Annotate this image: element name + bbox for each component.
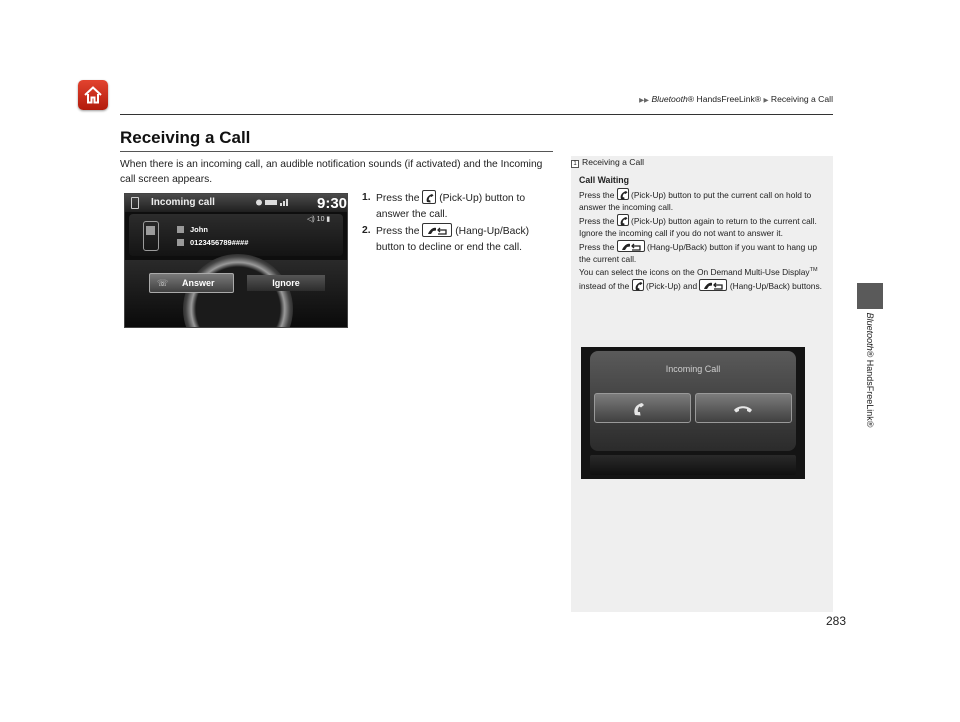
hang-up-phone-icon (732, 400, 754, 418)
pick-up-phone-icon (631, 400, 649, 418)
sidebar-line: Ignore the incoming call if you do not want to answer it. (579, 227, 783, 238)
caller-name-row (177, 225, 208, 234)
sidebar-line: Press the (Pick-Up) button to put the current call on hold to answer the incoming call. (579, 190, 812, 212)
caller-name: John (190, 225, 208, 234)
breadcrumb-arrow-icon: ▶ (763, 97, 769, 104)
step-item (362, 190, 558, 222)
panel-title: Incoming Call (665, 364, 721, 374)
header-divider (120, 114, 833, 115)
hang-up-touch-button (695, 393, 792, 423)
reference-marker: 1 (571, 160, 579, 168)
breadcrumb-item-current: Receiving a Call (770, 94, 833, 104)
sidebar-text (579, 188, 827, 293)
display-footer (590, 455, 796, 475)
home-icon (82, 84, 104, 106)
breadcrumb-arrow-icon: ▶▶ (639, 97, 650, 104)
step-text: (Hang-Up/Back) button to decline or end the call. (376, 226, 530, 253)
contact-icon (177, 226, 184, 233)
multi-use-display-image (581, 347, 805, 479)
sidebar-subheading: Call Waiting (579, 175, 630, 185)
step-text: Press the (376, 193, 420, 204)
incoming-call-panel (590, 351, 796, 451)
sidebar-line: Press the (Hang-Up/Back) button if you want to hang up the current call. (579, 241, 817, 264)
sidebar-line: You can select the icons on the On Demand Multi-Use Display™ instead of the (Pick-Up) and (Hang-Up/Back) buttons. (579, 267, 822, 292)
sidebar-heading (571, 157, 644, 168)
step-text: (Pick-Up) button to answer the call. (376, 193, 526, 220)
step-text: Press the (376, 226, 420, 237)
pick-up-button-icon (617, 214, 629, 226)
pick-up-button-icon (617, 188, 629, 200)
phone-icon (131, 197, 139, 209)
section-label: Bluetooth® HandsFreeLink® (865, 312, 875, 428)
title-divider (120, 151, 553, 152)
sidebar-line: Press the (Pick-Up) button again to return to the current call. (579, 215, 817, 226)
clock-time: 9:30 (317, 195, 348, 212)
pick-up-button-icon (632, 279, 644, 291)
intro-paragraph: When there is an incoming call, an audible notification sounds (if activated) and the Incoming call screen appears. (120, 159, 543, 185)
sidebar-heading-text: Receiving a Call (582, 157, 645, 167)
section-tab[interactable] (857, 283, 883, 309)
breadcrumb (598, 94, 833, 104)
page-number: 283 (826, 614, 847, 628)
step-number: 1. (362, 192, 371, 203)
caller-number: 0123456789#### (190, 238, 249, 247)
step-number: 2. (362, 225, 371, 236)
screen-title: Incoming call (151, 197, 215, 208)
incoming-call-screen-image (124, 193, 348, 328)
hang-up-back-button-icon (699, 279, 727, 291)
status-icons (255, 198, 295, 207)
step-item (362, 223, 558, 255)
number-icon (177, 239, 184, 246)
pick-up-touch-button (594, 393, 691, 423)
steps-list (362, 190, 558, 256)
ignore-button: Ignore (247, 275, 325, 291)
signal-indicator: ◁) 10 ▮ (307, 216, 331, 223)
page-title: Receiving a Call (120, 128, 251, 147)
breadcrumb-item-suffix[interactable]: ® HandsFreeLink® (687, 94, 762, 104)
pick-up-icon: ☏ (157, 278, 169, 288)
caller-info-panel (129, 214, 343, 256)
breadcrumb-item-bluetooth[interactable]: Bluetooth (651, 94, 688, 104)
hang-up-back-button-icon (617, 240, 645, 252)
handset-icon (143, 221, 159, 251)
hang-up-back-button-icon (422, 223, 452, 237)
pick-up-button-icon (422, 190, 436, 204)
home-button[interactable] (78, 80, 108, 110)
answer-label: Answer (182, 278, 215, 288)
answer-button (149, 273, 234, 293)
screen-header (125, 194, 347, 212)
caller-number-row (177, 238, 248, 247)
